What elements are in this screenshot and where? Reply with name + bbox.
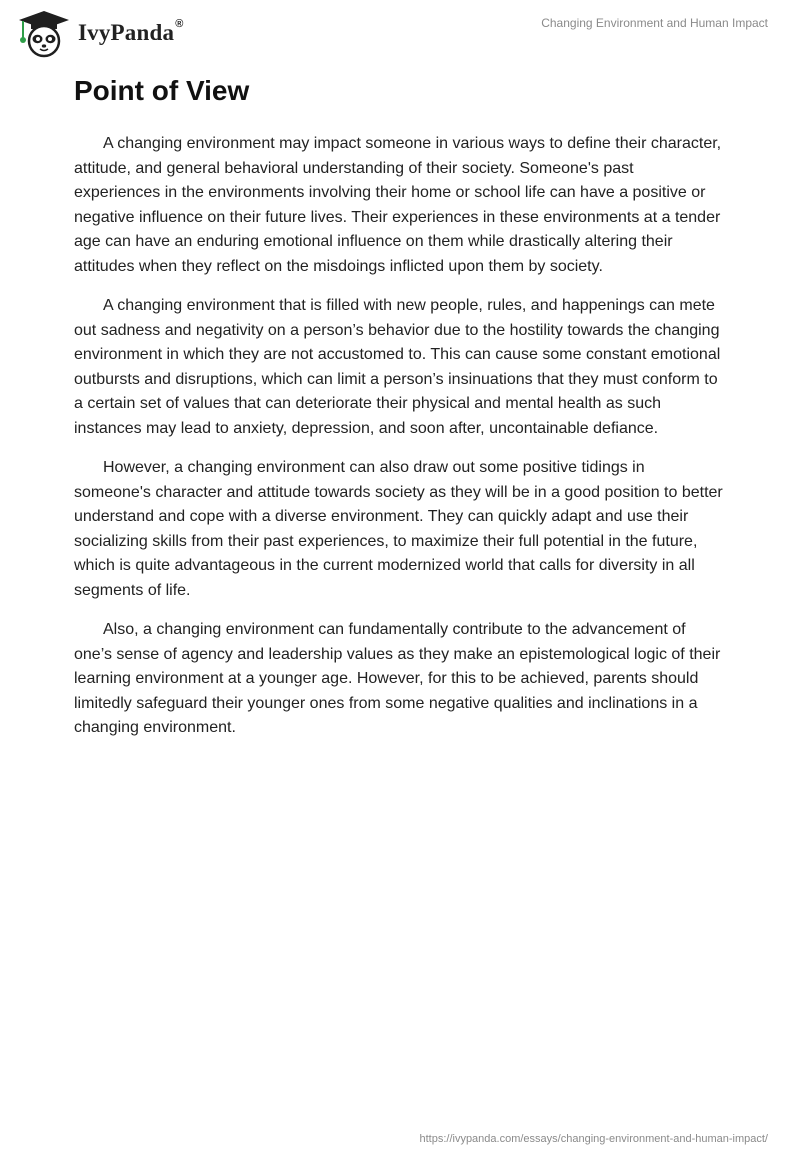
graduation-panda-icon: [14, 8, 74, 58]
section-heading: Point of View: [74, 75, 250, 106]
document-title: Changing Environment and Human Impact: [541, 16, 768, 30]
registered-mark: ®: [175, 18, 184, 31]
paragraph-2: A changing environment that is filled with new people, rules, and happenings can mete out sadness and negativity on a person’s behavior due to the hostility towards the changing environment in which they are not accustomed to. This can cause some constant emotional outbursts and disruptions, which can limit a person’s insinuations that they must conform to a certain set of values that can deteriorate their physical and mental health as such instances may lead to anxiety, depression, and soon after, uncontainable defiance.: [74, 297, 721, 437]
essay-body: [74, 72, 724, 756]
source-url[interactable]: https://ivypanda.com/essays/changing-environment-and-human-impact/: [419, 1133, 768, 1145]
brand-logo[interactable]: [14, 8, 184, 58]
paragraph-4: Also, a changing environment can fundamentally contribute to the advancement of one’s sense of agency and leadership values as they make an epistemological logic of their learning environment at a younger age. However, for this to be achieved, parents should limitedly safeguard their younger ones from some negative qualities and inclinations in a changing environment.: [74, 621, 721, 736]
brand-name: IvyPanda®: [78, 18, 184, 45]
page-header: [0, 0, 800, 70]
paragraph-1: A changing environment may impact someone in various ways to define their character, attitude, and general behavioral understanding of their society. Someone's past experiences in the environments involving their home or school life can have a positive or negative influence on their future lives. Their experiences in these environments at a tender age can have an enduring emotional influence on them while drastically altering their attitudes when they reflect on the misdoings inflicted upon them by society.: [74, 135, 722, 275]
paragraph-3: However, a changing environment can also draw out some positive tidings in someone's character and attitude towards society as they will be in a good position to better understand and cope with a diverse environment. They can quickly adapt and use their socializing skills from their past experiences, to maximize their full potential in the future, which is quite advantageous in the current modernized world that calls for diversity in all segments of life.: [74, 459, 723, 599]
